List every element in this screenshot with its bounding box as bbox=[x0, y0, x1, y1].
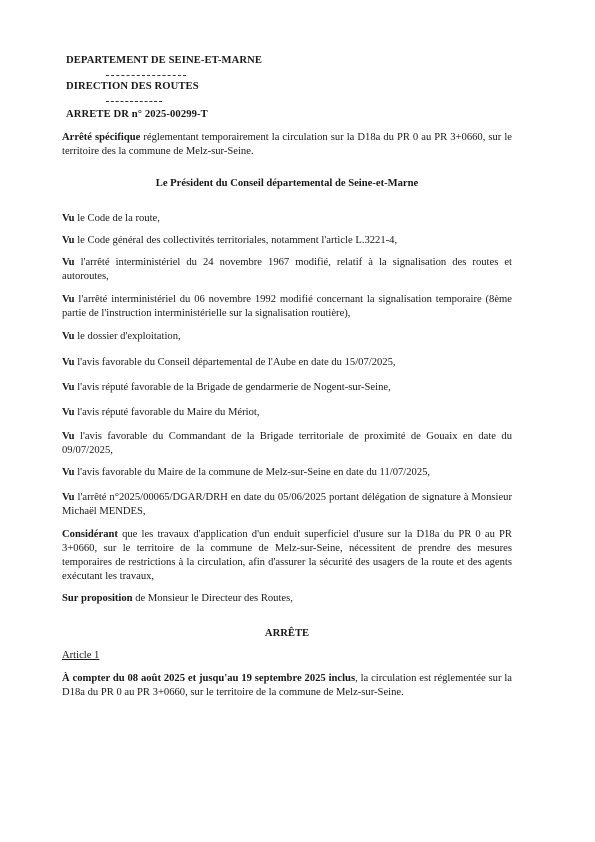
proposition-paragraph bbox=[62, 592, 512, 606]
vu-label: Vu bbox=[62, 357, 75, 368]
vu-label: Vu bbox=[62, 213, 75, 224]
visa-1 bbox=[62, 212, 512, 226]
proposition-text: de Monsieur le Directeur des Routes, bbox=[132, 593, 293, 604]
header-separator bbox=[106, 101, 162, 102]
header-separator bbox=[106, 75, 186, 76]
direction-heading: DIRECTION DES ROUTES bbox=[66, 81, 199, 92]
arrete-reference: ARRETE DR n° 2025-00299-T bbox=[66, 109, 208, 120]
visa-text: le Code général des collectivités territoriales, notamment l'article L.3221-4, bbox=[74, 235, 398, 246]
vu-label: Vu bbox=[62, 257, 75, 268]
proposition-bold: Sur proposition bbox=[62, 593, 133, 604]
vu-label: Vu bbox=[62, 407, 75, 418]
considerant-paragraph bbox=[62, 528, 512, 584]
article-1-bold: À compter du 08 août 2025 et jusqu'au 19 septembre 2025 inclus bbox=[62, 673, 356, 684]
vu-label: Vu bbox=[62, 492, 75, 503]
visa-3 bbox=[62, 256, 512, 284]
vu-label: Vu bbox=[62, 294, 75, 305]
visa-10 bbox=[62, 466, 512, 480]
object-bold: Arrêté spécifique bbox=[62, 132, 141, 143]
vu-label: Vu bbox=[62, 467, 75, 478]
visa-9 bbox=[62, 430, 512, 458]
object-text: réglementant temporairement la circulation sur la D18a du PR 0 au PR 3+0660, sur le territoire des la commune de Melz-sur-Seine. bbox=[62, 132, 512, 157]
article-1-text: , la circulation est réglementée sur la D18a du PR 0 au PR 3+0660, sur le territoire de la commune de Melz-sur-Seine. bbox=[62, 673, 512, 698]
visa-11 bbox=[62, 491, 512, 519]
visa-6 bbox=[62, 356, 512, 370]
visa-text: l'avis favorable du Conseil départemental de l'Aube en date du 15/07/2025, bbox=[74, 357, 396, 368]
president-title: Le Président du Conseil départemental de Seine-et-Marne bbox=[155, 178, 419, 189]
visa-2 bbox=[62, 234, 512, 248]
article-1-body bbox=[62, 672, 512, 700]
visa-text: l'arrêté n°2025/00065/DGAR/DRH en date du 05/06/2025 portant délégation de signature à Monsieur Michaël MENDES, bbox=[62, 492, 512, 517]
visa-text: l'avis réputé favorable de la Brigade de gendarmerie de Nogent-sur-Seine, bbox=[74, 382, 391, 393]
visa-8 bbox=[62, 406, 512, 420]
visa-text: l'arrêté interministériel du 06 novembre 1992 modifié concernant la signalisation temporaire (8ème partie de l'instruction interministérielle sur la signalisation routière), bbox=[62, 294, 512, 319]
department-heading: DEPARTEMENT DE SEINE-ET-MARNE bbox=[66, 55, 262, 66]
visa-text: l'avis favorable du Commandant de la Brigade territoriale de proximité de Gouaix en date du 09/07/2025, bbox=[62, 431, 512, 456]
considerant-text: que les travaux d'application d'un enduit superficiel d'usure sur la D18a du PR 0 au PR 3+0660, sur le territoire de la commune de Melz-sur-Seine, nécessitent de prendre des mesures temporaires de restrictions à la circulation, afin d'assurer la sécurité des usagers de la route et des agents exécutant les travaux, bbox=[62, 529, 512, 582]
considerant-bold: Considérant bbox=[62, 529, 118, 540]
arrete-object bbox=[62, 131, 512, 159]
visa-text: le dossier d'exploitation, bbox=[74, 331, 181, 342]
vu-label: Vu bbox=[62, 235, 75, 246]
visa-text: l'arrêté interministériel du 24 novembre 1967 modifié, relatif à la signalisation des routes et autoroutes, bbox=[62, 257, 512, 282]
visa-5 bbox=[62, 330, 512, 344]
visa-text: le Code de la route, bbox=[74, 213, 160, 224]
vu-label: Vu bbox=[62, 431, 75, 442]
visa-text: l'avis favorable du Maire de la commune de Melz-sur-Seine en date du 11/07/2025, bbox=[74, 467, 431, 478]
vu-label: Vu bbox=[62, 331, 75, 342]
vu-label: Vu bbox=[62, 382, 75, 393]
article-1-title: Article 1 bbox=[62, 650, 100, 661]
visa-4 bbox=[62, 293, 512, 321]
arrete-title: ARRÊTE bbox=[264, 628, 310, 639]
visa-7 bbox=[62, 381, 512, 395]
visa-text: l'avis réputé favorable du Maire du Mériot, bbox=[74, 407, 260, 418]
